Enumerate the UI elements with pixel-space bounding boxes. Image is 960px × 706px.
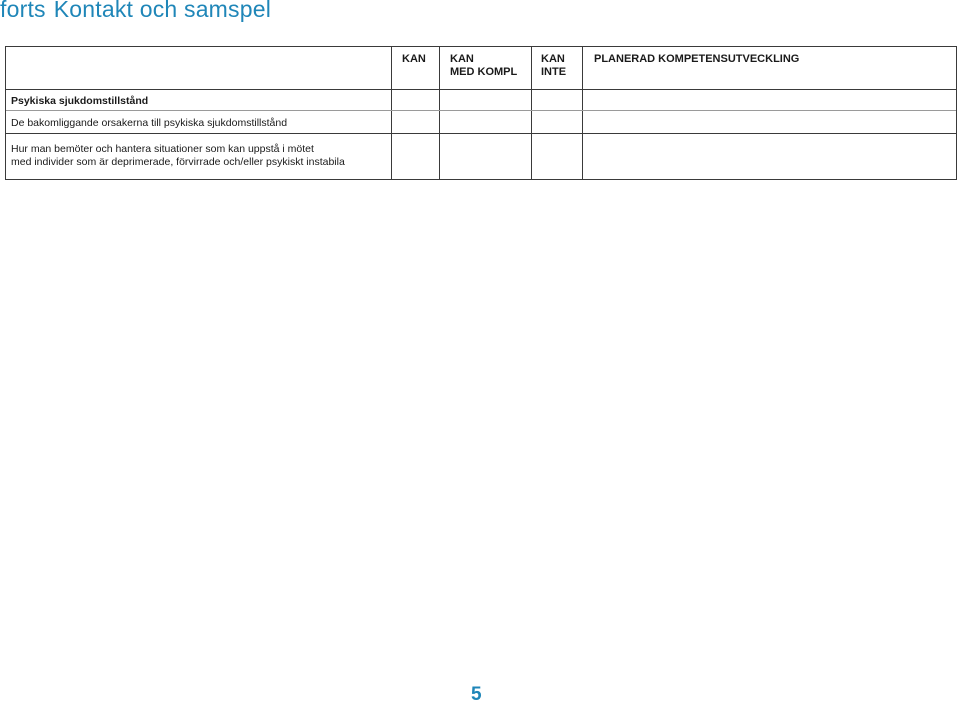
table-row-line: Hur man bemöter och hantera situationer som kan uppstå i mötet (11, 143, 314, 155)
section-heading: Psykiska sjukdomstillstånd (11, 95, 149, 107)
column-header-kan-med-kompl-line2: MED KOMPL (450, 66, 518, 78)
column-divider-kan (391, 47, 392, 179)
column-header-kan-med-kompl (450, 53, 517, 79)
page-number: 5 (471, 684, 482, 705)
header-divider (6, 89, 956, 90)
table-row-text: De bakomliggande orsakerna till psykiska sjukdomstillstånd (11, 117, 288, 129)
page-title-main: Kontakt och samspel (53, 0, 272, 22)
table-row-text (11, 143, 345, 168)
page-title-prefix: forts (0, 0, 46, 22)
column-header-kan: KAN (402, 53, 426, 65)
row-divider (6, 133, 956, 134)
competence-table (5, 46, 957, 180)
column-divider-kan-inte (531, 47, 532, 179)
column-divider-planerad (582, 47, 583, 179)
section-divider (6, 110, 956, 111)
column-header-planerad: PLANERAD KOMPETENSUTVECKLING (594, 53, 800, 65)
page-title (0, 0, 271, 23)
column-header-kan-inte (541, 53, 566, 79)
column-divider-kan-med-kompl (439, 47, 440, 179)
column-header-kan-med-kompl-line1: KAN (450, 53, 474, 65)
table-row-line: med individer som är deprimerade, förvirrade och/eller psykiskt instabila (11, 155, 345, 168)
column-header-kan-inte-line2: INTE (541, 66, 567, 78)
column-header-kan-inte-line1: KAN (541, 53, 565, 65)
